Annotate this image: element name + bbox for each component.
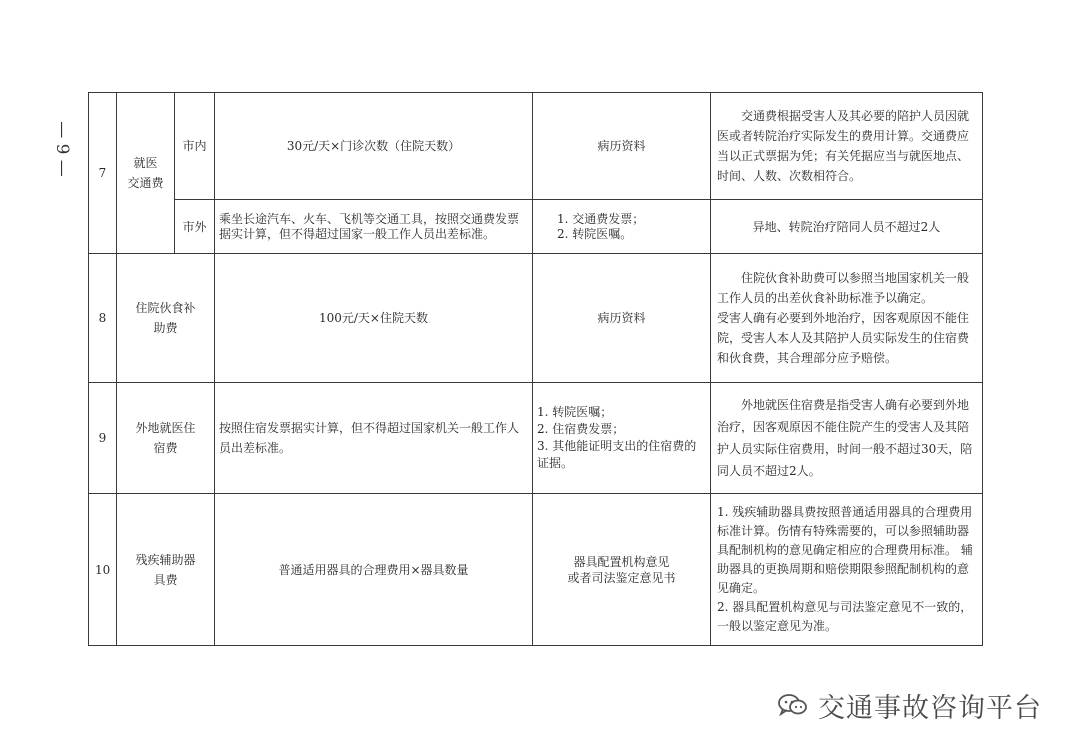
evidence-materials: 病历资料: [533, 93, 711, 200]
row-number: 10: [89, 494, 117, 646]
calculation-standard: 乘坐长途汽车、火车、飞机等交通工具，按照交通费发票据实计算，但不得超过国家一般工作人员出差标准。: [215, 200, 533, 254]
remarks: 1. 残疾辅助器具费按照普通适用器具的合理费用标准计算。伤情有特殊需要的，可以参照辅助器具配制机构的意见确定相应的合理费用标准。 辅助器具的更换周期和赔偿期限参照配制机构的意见确定。 2. 器具配置机构意见与司法鉴定意见不一致的，一般以鉴定意见为准。: [711, 494, 983, 646]
calculation-standard: 100元/天×住院天数: [215, 254, 533, 383]
table-row: [89, 494, 983, 646]
row-number: 9: [89, 383, 117, 494]
item-name: 残疾辅助器具费: [117, 494, 215, 646]
item-name: 住院伙食补助费: [117, 254, 215, 383]
table-row: [89, 254, 983, 383]
remarks: 交通费根据受害人及其必要的陪护人员因就医或者转院治疗实际发生的费用计算。交通费应当以正式票据为凭；有关凭据应当与就医地点、时间、人数、次数相符合。: [711, 93, 983, 200]
item-name: 就医 交通费: [117, 93, 175, 254]
watermark: [778, 686, 1042, 724]
page-number: — 9 —: [52, 121, 72, 177]
table-row: [89, 200, 983, 254]
remarks: 外地就医住宿费是指受害人确有必要到外地治疗，因客观原因不能住院产生的受害人及其陪护人员实际住宿费用，时间一般不超过30天，陪同人员不超过2人。: [711, 383, 983, 494]
evidence-materials: 1. 转院医嘱； 2. 住宿费发票； 3. 其他能证明支出的住宿费的证据。: [533, 383, 711, 494]
calculation-standard: 按照住宿发票据实计算，但不得超过国家机关一般工作人员出差标准。: [215, 383, 533, 494]
item-name: 外地就医住宿费: [117, 383, 215, 494]
table-row: [89, 383, 983, 494]
row-number: 7: [89, 93, 117, 254]
sub-category: 市内: [175, 93, 215, 200]
calculation-standard: 普通适用器具的合理费用×器具数量: [215, 494, 533, 646]
watermark-text: 交通事故咨询平台: [818, 692, 1042, 724]
compensation-table: [88, 92, 983, 646]
sub-category: 市外: [175, 200, 215, 254]
remarks: 住院伙食补助费可以参照当地国家机关一般工作人员的出差伙食补助标准予以确定。 受害人确有必要到外地治疗，因客观原因不能住院，受害人本人及其陪护人员实际发生的住宿费和伙食费，其合理部分应予赔偿。: [711, 254, 983, 383]
table-row: [89, 93, 983, 200]
evidence-materials: 1. 交通费发票； 2. 转院医嘱。: [533, 200, 711, 254]
evidence-materials: 器具配置机构意见 或者司法鉴定意见书: [533, 494, 711, 646]
wechat-icon: [778, 693, 808, 717]
remarks: 异地、转院治疗陪同人员不超过2人: [711, 200, 983, 254]
row-number: 8: [89, 254, 117, 383]
calculation-standard: 30元/天×门诊次数（住院天数）: [215, 93, 533, 200]
evidence-materials: 病历资料: [533, 254, 711, 383]
